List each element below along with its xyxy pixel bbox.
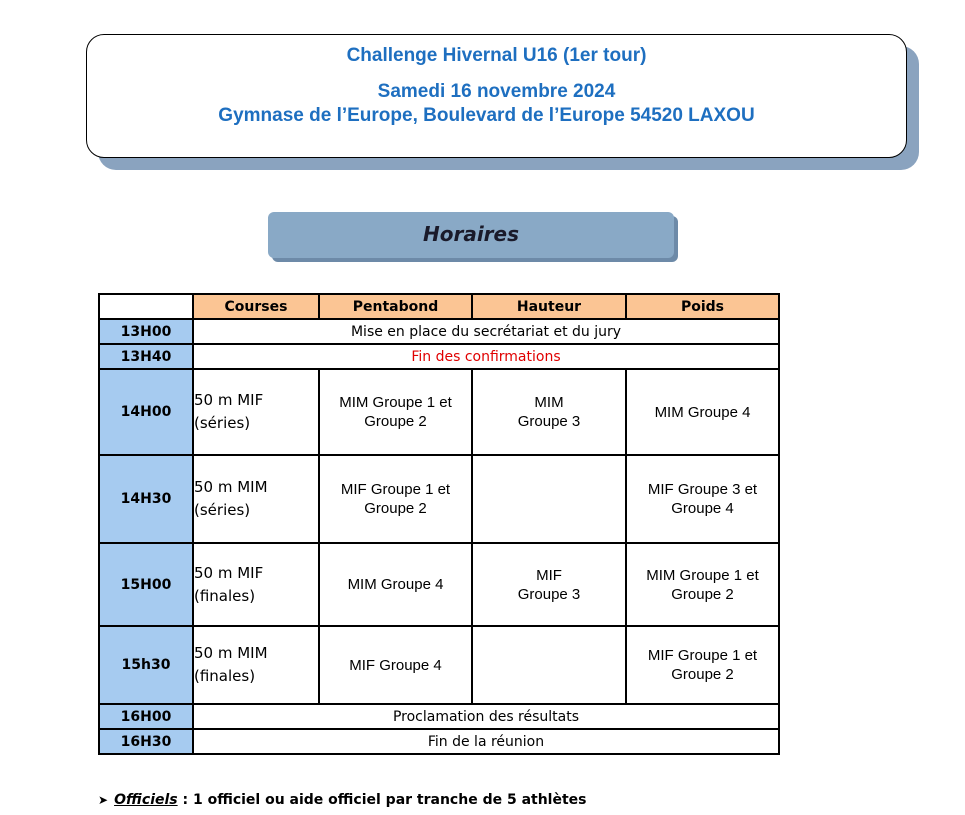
poids-cell — [626, 369, 779, 455]
time-cell: 16H00 — [99, 704, 193, 729]
hauteur-cell — [472, 369, 626, 455]
schedule-table — [98, 293, 780, 755]
span-cell: Mise en place du secrétariat et du jury — [193, 319, 779, 344]
course-line: (finales) — [194, 586, 256, 605]
course-cell — [193, 626, 319, 704]
time-cell: 13H00 — [99, 319, 193, 344]
course-cell — [193, 455, 319, 543]
event-venue: Gymnase de l’Europe, Boulevard de l’Europe 54520 LAXOU — [218, 105, 755, 126]
cell-line: MIM — [534, 394, 564, 411]
section-title: Horaires — [268, 212, 674, 258]
time-cell: 15h30 — [99, 626, 193, 704]
pentabond-cell — [319, 369, 472, 455]
cell-line: MIF Groupe 1 et — [647, 647, 758, 664]
cell-line: MIM Groupe 4 — [654, 403, 751, 421]
pentabond-cell — [319, 455, 472, 543]
table-row — [99, 543, 779, 626]
cell-line: MIM Groupe 1 et — [339, 394, 452, 411]
span-cell: Fin de la réunion — [193, 729, 779, 754]
header-corner — [99, 294, 193, 319]
cell-line: MIM Groupe 4 — [347, 576, 444, 593]
table-row — [99, 626, 779, 704]
table-row — [99, 455, 779, 543]
table-row — [99, 319, 779, 344]
poids-cell — [626, 543, 779, 626]
table-row — [99, 344, 779, 369]
poids-cell — [626, 455, 779, 543]
cell-line: Groupe 2 — [364, 500, 427, 517]
hauteur-cell — [472, 543, 626, 626]
table-row — [99, 729, 779, 754]
course-cell — [193, 543, 319, 626]
cell-line: Groupe 3 — [517, 413, 581, 430]
cell-line: Groupe 2 — [671, 585, 734, 603]
column-header-hauteur: Hauteur — [472, 294, 626, 319]
event-header — [86, 34, 907, 158]
event-title: Challenge Hivernal U16 (1er tour) — [346, 45, 647, 66]
time-cell: 14H00 — [99, 369, 193, 455]
cell-line: Groupe 2 — [671, 666, 734, 683]
officials-note — [98, 792, 587, 808]
span-cell: Proclamation des résultats — [193, 704, 779, 729]
course-line: 50 m MIF — [194, 391, 264, 409]
table-header-row — [99, 294, 779, 319]
column-header-courses: Courses — [193, 294, 319, 319]
column-header-pentabond: Pentabond — [319, 294, 472, 319]
course-line: 50 m MIM — [194, 644, 268, 662]
span-cell: Fin des confirmations — [193, 344, 779, 369]
arrow-bullet-icon: ➤ — [98, 793, 109, 807]
time-cell: 14H30 — [99, 455, 193, 543]
table-row — [99, 369, 779, 455]
course-line: 50 m MIF — [194, 563, 264, 582]
hauteur-cell — [472, 455, 626, 543]
cell-line: Groupe 4 — [671, 500, 734, 517]
cell-line: MIF Groupe 4 — [349, 656, 442, 674]
time-cell: 15H00 — [99, 543, 193, 626]
pentabond-cell — [319, 543, 472, 626]
hauteur-cell — [472, 626, 626, 704]
cell-line: Groupe 2 — [364, 413, 427, 430]
officials-text: : 1 officiel ou aide officiel par tranche de 5 athlètes — [177, 792, 587, 808]
officials-label: Officiels — [114, 792, 178, 808]
time-cell: 16H30 — [99, 729, 193, 754]
cell-line: MIF Groupe 1 et — [340, 481, 451, 498]
time-cell: 13H40 — [99, 344, 193, 369]
course-line: 50 m MIM — [194, 478, 268, 496]
cell-line: Groupe 3 — [517, 585, 581, 603]
cell-line: MIM Groupe 1 et — [646, 566, 759, 584]
cell-line: MIF Groupe 3 et — [647, 481, 758, 498]
course-line: (finales) — [194, 667, 256, 685]
pentabond-cell — [319, 626, 472, 704]
column-header-poids: Poids — [626, 294, 779, 319]
cell-line: MIF — [536, 566, 562, 584]
course-line: (séries) — [194, 414, 251, 432]
course-cell — [193, 369, 319, 455]
course-line: (séries) — [194, 501, 251, 519]
table-row — [99, 704, 779, 729]
poids-cell — [626, 626, 779, 704]
event-date: Samedi 16 novembre 2024 — [377, 81, 616, 102]
